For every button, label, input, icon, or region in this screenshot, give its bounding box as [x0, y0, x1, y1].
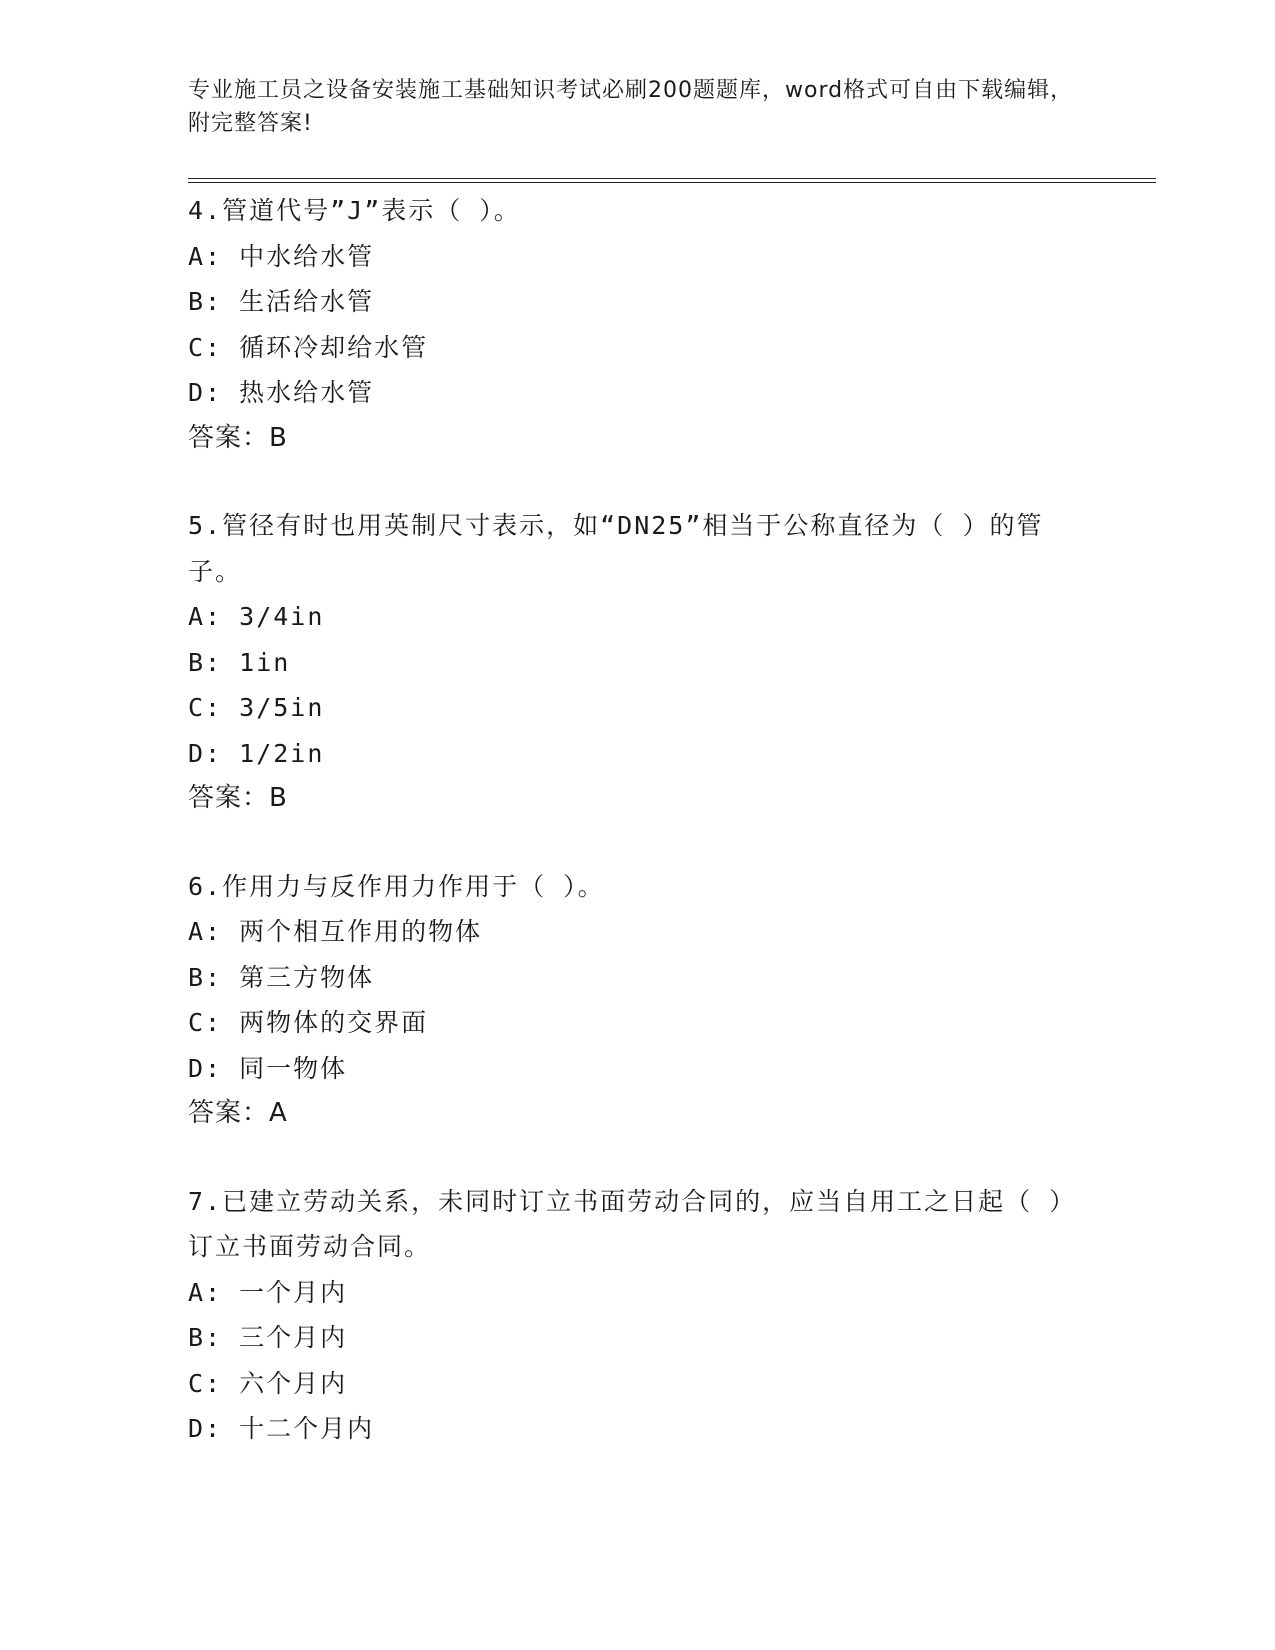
answer-line: 答案：A — [188, 1098, 288, 1128]
question-stem: 5.管径有时也用英制尺寸表示，如“DN25”相当于公称直径为（ ）的管子。 — [188, 511, 1044, 586]
answer-line: 答案：B — [188, 422, 288, 453]
question-stem: 7.已建立劳动关系，未同时订立书面劳动合同的，应当自用工之日起（ ）订立书面劳动合同。 — [188, 1186, 1077, 1261]
question-stem: 6.作用力与反作用力作用于（ ）。 — [188, 871, 605, 901]
option-a: A: 中水给水管 — [188, 241, 375, 271]
option-a: A: 3/4in — [188, 602, 325, 631]
question-5 — [188, 503, 1088, 822]
option-d: D: 1/2in — [188, 738, 325, 768]
option-c: C: 两物体的交界面 — [188, 1008, 429, 1037]
question-6 — [188, 864, 1088, 1137]
option-c: C: 循环冷却给水管 — [188, 332, 429, 362]
option-c: C: 六个月内 — [188, 1368, 348, 1398]
option-b: B: 三个月内 — [188, 1323, 348, 1352]
option-d: D: 热水给水管 — [188, 378, 375, 407]
header-double-rule — [188, 178, 1156, 183]
option-b: B: 第三方物体 — [188, 962, 375, 992]
option-c: C: 3/5in — [188, 693, 325, 722]
question-4 — [188, 188, 1088, 461]
option-d: D: 同一物体 — [188, 1053, 348, 1083]
question-stem: 4.管道代号”J”表示（ ）。 — [188, 196, 521, 225]
option-b: B: 生活给水管 — [188, 287, 375, 316]
option-d: D: 十二个月内 — [188, 1414, 375, 1443]
option-b: B: 1in — [188, 647, 291, 677]
option-a: A: 两个相互作用的物体 — [188, 917, 483, 946]
question-list — [188, 188, 1088, 1494]
document-header: 专业施工员之设备安装施工基础知识考试必刷200题题库，word格式可自由下载编辑，附完整答案! — [188, 78, 1074, 136]
option-a: A: 一个月内 — [188, 1277, 348, 1307]
question-7 — [188, 1179, 1088, 1452]
answer-line: 答案：B — [188, 783, 288, 813]
